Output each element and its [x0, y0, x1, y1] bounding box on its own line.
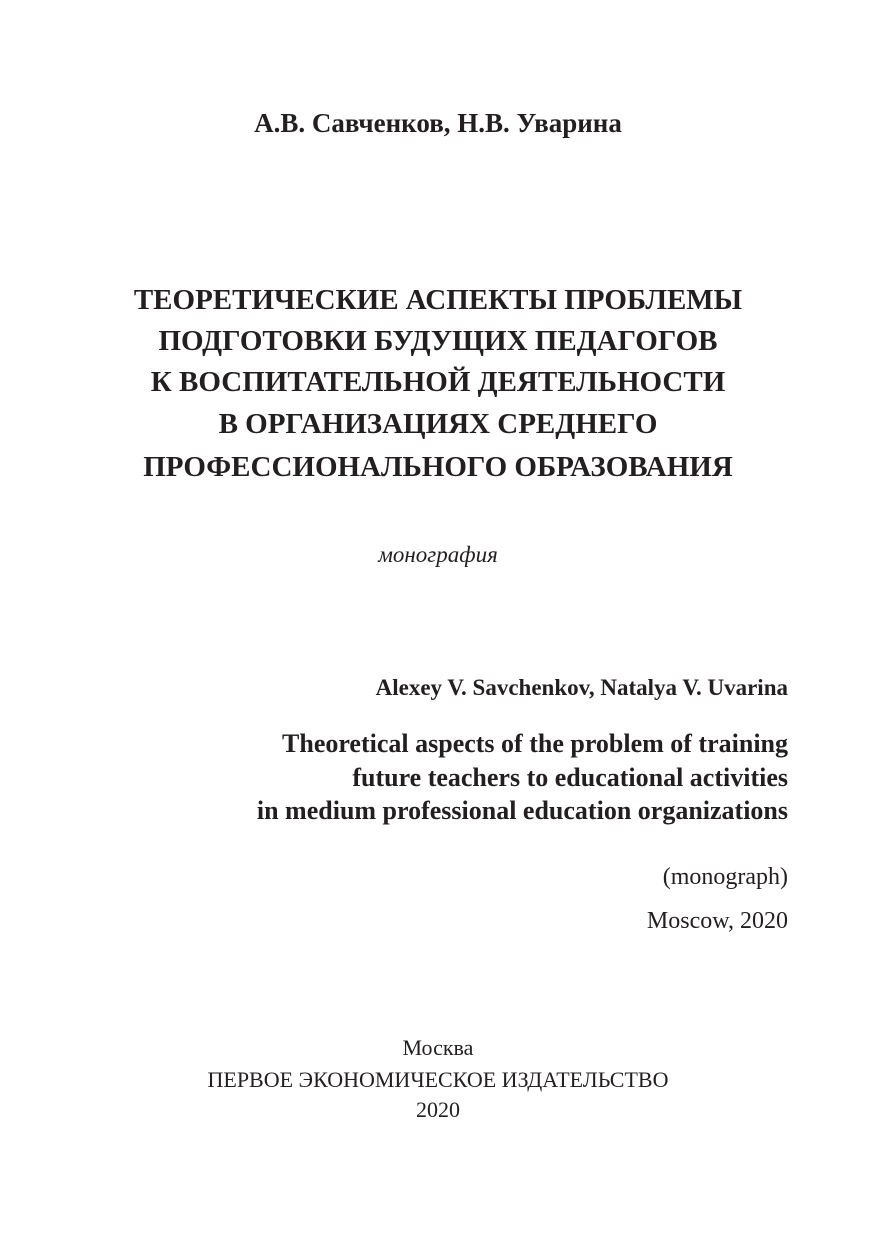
ru-title-line: К ВОСПИТАТЕЛЬНОЙ ДЕЯТЕЛЬНОСТИ: [150, 366, 726, 398]
ru-authors: А.В. Савченков, Н.В. Уварина: [254, 108, 622, 138]
ru-title-line: В ОРГАНИЗАЦИЯХ СРЕДНЕГО: [218, 408, 658, 440]
ru-title-line: ПОДГОТОВКИ БУДУЩИХ ПЕДАГОГОВ: [158, 325, 718, 357]
ru-title-line: ПРОФЕССИОНАЛЬНОГО ОБРАЗОВАНИЯ: [143, 451, 733, 483]
en-place-year: Moscow, 2020: [646, 908, 788, 934]
imprint-publisher: ПЕРВОЕ ЭКОНОМИЧЕСКОЕ ИЗДАТЕЛЬСТВО: [207, 1067, 669, 1092]
en-title-line: Theoretical aspects of the problem of training: [282, 729, 788, 758]
en-subtitle: (monograph): [662, 864, 788, 890]
en-authors: Alexey V. Savchenkov, Natalya V. Uvarina: [375, 675, 788, 700]
imprint-year: 2020: [416, 1097, 460, 1122]
en-title-line: future teachers to educational activities: [352, 763, 788, 792]
en-title-line: in medium professional education organizations: [256, 796, 788, 825]
imprint-city: Москва: [402, 1035, 474, 1060]
ru-subtitle: монография: [378, 542, 498, 567]
ru-title-line: ТЕОРЕТИЧЕСКИЕ АСПЕКТЫ ПРОБЛЕМЫ: [133, 284, 743, 316]
